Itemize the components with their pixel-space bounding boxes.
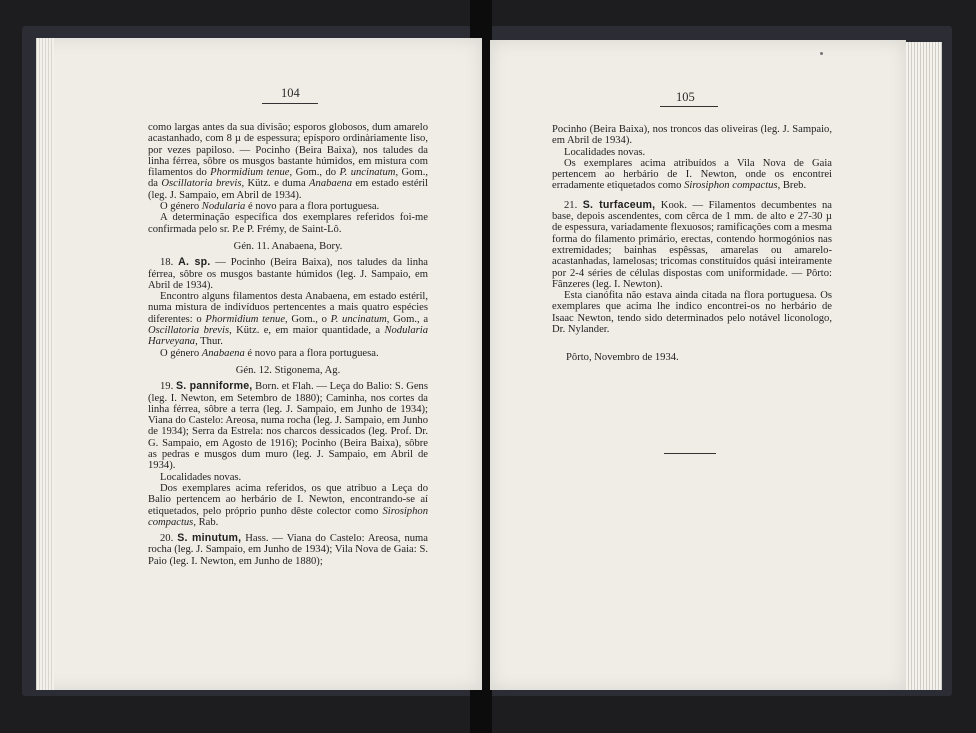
species-entry-21: 21. S. turfaceum, Kook. — Filamentos decumbentes na base, depois ascendentes, com cêrca de 1 mm. de alto e 27-30 µ de espessura, variadamente flexuosos; ramificações com a mesma forma do filamento primário, erectas, contendo hormogónios nas extremidades; bainhas espêssas, amarelas ou amarelo-acastanhadas, lamelosas; tricomas constituídos quási inteiramente por 2-4 séries de células dispostas com uniformidade. — Pôrto: Fânzeres (leg. I. Newton).: [552, 198, 832, 290]
right-page-edges: [906, 42, 942, 690]
closing-date: Pôrto, Novembro de 1934.: [566, 352, 679, 363]
paragraph-fremy: A determinação específica dos exemplares referidos foi-me confirmada pelo sr. P.e P. Frémy, de Saint-Lô.: [148, 212, 428, 235]
genus-heading-12: Gén. 12. Stigonema, Ag.: [235, 364, 341, 376]
left-page-number: 104: [281, 86, 300, 100]
genus-heading-11: Gén. 11. Anabaena, Bory.: [233, 240, 343, 252]
paragraph-localidades-novas-right: Localidades novas.: [564, 146, 646, 158]
paper-speck: [820, 52, 823, 55]
species-entry-18: 18. A. sp. — Pocinho (Beira Baixa), nos taludes da linha férrea, sôbre os musgos bastante húmidos (leg. J. Sampaio, em Abril de 1934).: [148, 256, 428, 291]
paragraph-nodularia: O género Nodularia é novo para a flora portuguesa.: [160, 201, 380, 213]
left-page-body: [148, 122, 428, 567]
paragraph-leca: Dos exemplares acima referidos, os que atribuo a Leça do Balio pertencem ao herbário de I. Newton, encontrando-se aí etiquetados, pelo próprio punho dêste colector como Sirosiphon compactus, Rab.: [148, 482, 428, 528]
paragraph-gaia: Os exemplares acima atribuídos a Vila Nova de Gaia pertencem ao herbário de I. Newton, onde os encontrei erradamente etiquetados como Sirosiphon compactus, Breb.: [552, 157, 832, 192]
paragraph-cianofita: Esta cianófita não estava ainda citada na flora portuguesa. Os exemplares que acima lhe indico encontrei-os no herbário de Isaac Newton, tendo sido determinados pelo notável liconologo, Dr. Nylander.: [552, 290, 832, 336]
paragraph-pocinho: Pocinho (Beira Baixa), nos troncos das oliveiras (leg. J. Sampaio, em Abril de 1934).: [552, 124, 832, 147]
paragraph-anabaena: Encontro alguns filamentos desta Anabaena, em estado estéril, numa mistura de indivíduos pertencentes a mais quatro espécies diferentes: o Phormidium tenue, Gom., o P. uncinatum, Gom., a Oscillatoria brevis, Kütz. e, em maior quantidade, a Nodularia Harveyana, Thur.: [148, 291, 429, 348]
right-page-body: [552, 124, 832, 335]
end-rule: [664, 453, 716, 454]
left-page-edges: [36, 38, 54, 690]
paragraph-continuation: como largas antes da sua divisão; esporos globosos, dum amarelo acastanhado, com 8 µ de espessura; epísporo ordinàriamente liso, por vezes papiloso. — Pocinho (Beira Baixa), nos taludes da linha férrea, sôbre os musgos bastante húmidos, em mistura com filamentos do Phormidium tenue, Gom., do P. uncinatum, Gom., da Oscillatoria brevis, Kütz. e duma Anabaena em estado estéril (leg. J. Sampaio, em Abril de 1934).: [148, 122, 428, 201]
right-page-number-rule: [660, 106, 718, 107]
right-page-number: 105: [676, 90, 695, 104]
left-page-number-rule: [262, 103, 318, 104]
species-entry-19: 19. S. panniforme, Born. et Flah. — Leça do Balio: S. Gens (leg. I. Newton, em Setembro de 1880); Caminha, nos cortes da linha férrea, sôbre a terra (leg. J. Sampaio, em Junho de 1934); Viana do Castelo: Areosa, numa rocha (leg. J. Sampaio, em Junho de 1934); Serra da Estrela: nos charcos dessicados (leg. Prof. Dr. G. Sampaio, em Agosto de 1916); Pocinho (Beira Baixa), sôbre as pedras e musgos dum muro (leg. J. Sampaio, em Abril de 1934).: [148, 380, 428, 472]
paragraph-anabaena-new: O género Anabaena é novo para a flora portuguesa.: [160, 347, 379, 359]
paragraph-localidades-novas: Localidades novas.: [160, 471, 242, 483]
species-entry-20: 20. S. minutum, Hass. — Viana do Castelo: Areosa, numa rocha (leg. J. Sampaio, em Junho de 1934); Vila Nova de Gaia: S. Paio (leg. I. Newton, em Junho de 1880);: [148, 532, 429, 567]
